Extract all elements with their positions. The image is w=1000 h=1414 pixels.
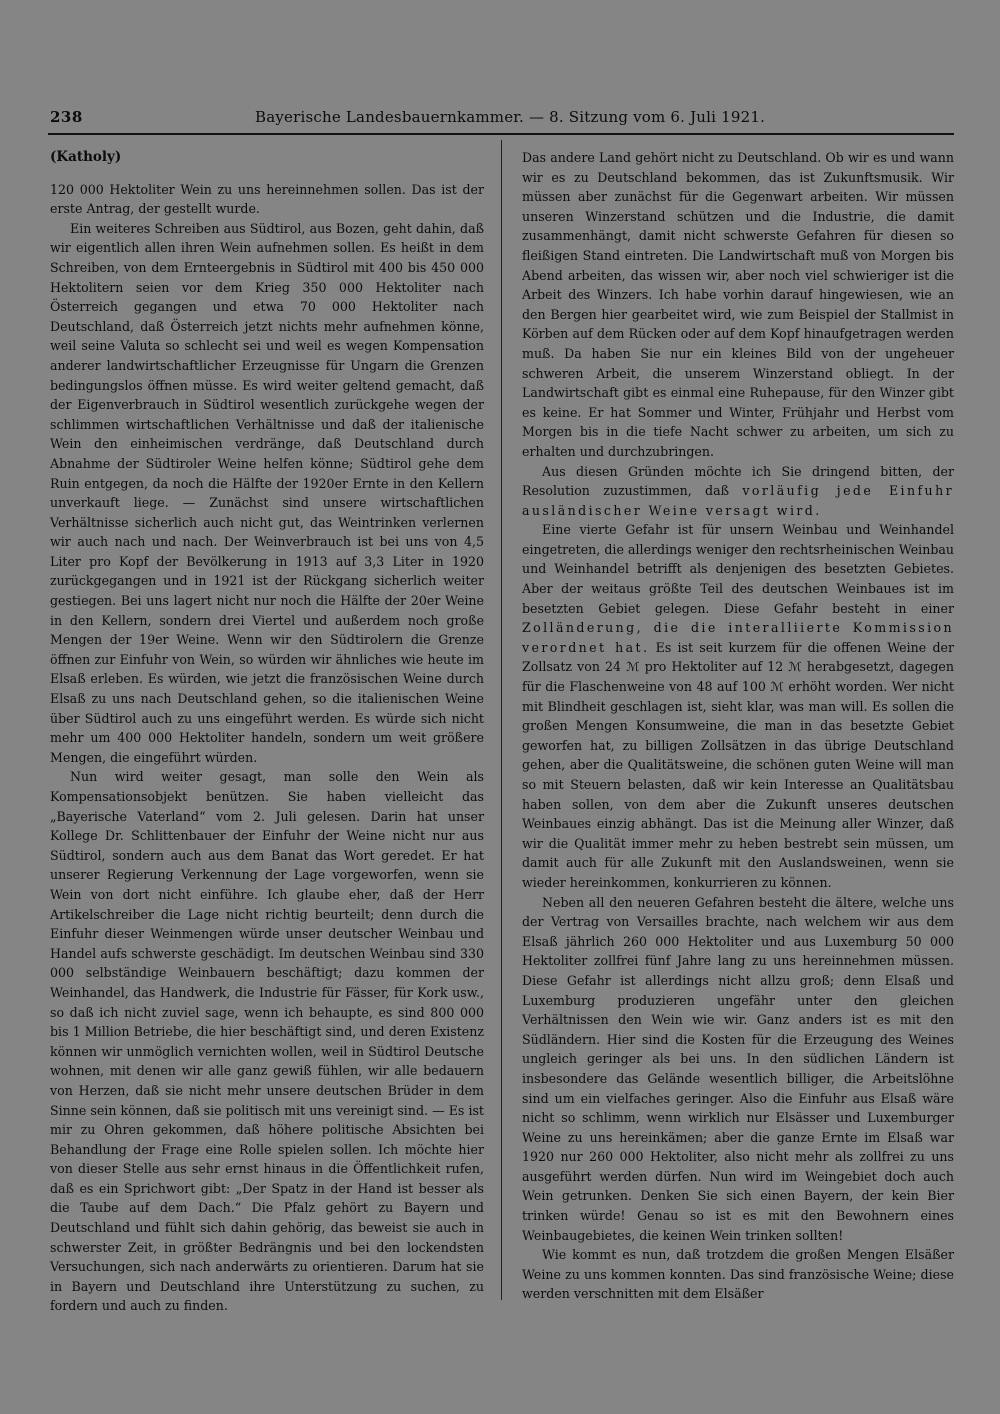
paragraph (522, 462, 954, 521)
paragraph: Wie kommt es nun, daß trotzdem die großen Mengen Elsäßer Weine zu uns kommen konnten. Das sind französische Weine; diese werden verschnitten mit dem Elsäßer (522, 1247, 954, 1302)
paragraph: Nun wird weiter gesagt, man solle den Wein als Kompensationsobjekt benützen. Sie haben vielleicht das „Bayerische Vaterland“ vom 2. Juli gelesen. Darin hat unser Kollege Dr. Schlittenbauer der Einfuhr der Weine nicht nur aus Südtirol, sondern auch aus dem Banat das Wort geredet. Er hat unserer Regierung Verkennung der Lage vorgeworfen, wenn sie Wein von dort nicht einführe. Ich glaube eher, daß der Herr Artikelschreiber die Lage nicht richtig beurteilt; denn durch die Einfuhr dieser Weinmengen würde unser deutscher Weinbau und Handel aufs schwerste geschädigt. Im deutschen Weinbau sind 330 000 selbständige Weinbauern beschäftigt; dazu kommen der Weinhandel, das Handwerk, die Industrie für Fässer, für Kork usw., so daß ich nicht zuviel sage, wenn ich behaupte, es sind 800 000 bis 1 Million Betriebe, die hier beschäftigt sind, und deren Existenz können wir unmöglich vernichten wollen, weil in Südtirol Deutsche wohnen, mit denen wir alle ganz gewiß fühlen, wir alle bedauern von Herzen, daß sie nicht mehr unsere deutschen Brüder in dem Sinne sein können, daß sie politisch mit uns vereinigt sind. — Es ist mir zu Ohren gekommen, daß höhere politische Absichten bei Behandlung der Frage eine Rolle spielen sollen. Ich möchte hier von dieser Stelle aus sehr ernst hinaus in die Öffentlichkeit rufen, daß es ein Sprichwort gibt: „Der Spatz in der Hand ist besser als die Taube auf dem Dach.“ Die Pfalz gehört zu Bayern und Deutschland und fühlt sich dahin gehörig, das beweist sie auch in schwerster Zeit, in größter Bedrängnis und bei den lockendsten Versuchungen, sich nach anderwärts zu orientieren. Darum hat sie in Bayern und Deutschland ihre Unterstützung zu suchen, zu fordern und auch zu finden. (50, 769, 484, 1314)
paragraph (522, 520, 954, 892)
emphasized-text: Zolländerung, die die interalliierte Kommission verordnet hat. (522, 620, 954, 655)
emphasized-text: vorläufig jede Einfuhr ausländischer Weine versagt wird. (522, 483, 954, 518)
paragraph: Ein weiteres Schreiben aus Südtirol, aus Bozen, geht dahin, daß wir eigentlich allen ihren Wein aufnehmen sollen. Es heißt in dem Schreiben, von dem Ernteergebnis in Südtirol mit 400 bis 450 000 Hektolitern seien vor dem Krieg 350 000 Hektoliter nach Österreich gegangen und etwa 70 000 Hektoliter nach Deutschland, daß Österreich jetzt nichts mehr aufnehmen könne, weil seine Valuta so schlecht sei und weil es wegen Kompensation anderer landwirtschaftlicher Erzeugnisse für Ungarn die Grenzen bedingungslos öffnen müsse. Es wird weiter geltend gemacht, daß der Eigenverbrauch in Südtirol wesentlich zurückgehe wegen der schlimmen wirtschaftlichen Verhältnisse und daß der italienische Wein den einheimischen verdränge, daß Deutschland durch Abnahme der Südtiroler Weine helfen könne; Südtirol gehe dem Ruin entgegen, da noch die Hälfte der 1920er Ernte in den Kellern unverkauft liege. — Zunächst sind unsere wirtschaftlichen Verhältnisse sicherlich auch nicht gut, das Weintrinken verlernen wir auch nach und nach. Der Weinverbrauch ist bei uns von 4,5 Liter pro Kopf der Bevölkerung in 1913 auf 3,3 Liter in 1920 zurückgegangen und in 1921 ist der Rückgang sicherlich weiter gestiegen. Bei uns lagert nicht nur noch die Hälfte der 20er Weine in den Kellern, sondern drei Viertel und außerdem noch große Mengen der 19er Weine. Wenn wir den Südtirolern die Grenze öffnen zur Einfuhr von Wein, so würden wir ähnliches wie heute im Elsaß erleben. Es würden, wie jetzt die französischen Weine durch Elsaß zu uns nach Deutschland gehen, so die italienischen Weine über Südtirol auch zu uns eingeführt werden. Es würde sich nicht mehr um 400 000 Hektoliter handeln, sondern um weit größere Mengen, die eingeführt würden. (50, 220, 484, 765)
column-divider (501, 140, 502, 1300)
speaker-name: (Katholy) (50, 149, 122, 165)
paragraph: 120 000 Hektoliter Wein zu uns hereinnehmen sollen. Das ist der erste Antrag, der gestellt wurde. (50, 181, 484, 217)
page-number: 238 (50, 108, 83, 126)
left-column (50, 148, 484, 1316)
running-title: Bayerische Landesbauernkammer. — 8. Sitzung vom 6. Juli 1921. (255, 108, 766, 126)
paragraph-text: Es ist seit kurzem für die offenen Weine der Zollsatz von 24 ℳ pro Hektoliter auf 12 ℳ herabgesetzt, dagegen für die Flaschenweine von 48 auf 100 ℳ erhöht worden. Wer nicht mit Blindheit geschlagen ist, sieht klar, was man will. Es sollen die großen Mengen Konsumweine, die man in das besetzte Gebiet geworfen hat, zu billigen Zollsätzen in das übrige Deutschland gehen, aber die Qualitätsweine, die schönen guten Weine will man so mit Steuern belasten, daß wir kein Interesse an Qualitätsbau haben sollen, von dem aber die Zukunft unseres deutschen Weinbaues einzig abhängt. Das ist die Meinung aller Winzer, daß wir die Qualität immer mehr zu heben bestrebt sein müssen, um damit auch für alle Zukunft mit den Auslandsweinen, wenn sie wieder hereinkommen, konkurrieren zu können. (522, 639, 954, 890)
paragraph-text: Aus diesen Gründen möchte ich Sie dringend bitten, der Resolution zuzustimmen, daß (522, 463, 954, 499)
right-column (522, 148, 954, 1304)
header-rule (48, 133, 954, 135)
paragraph: Das andere Land gehört nicht zu Deutschland. Ob wir es und wann wir es zu Deutschland bekommen, das ist Zukunftsmusik. Wir müssen aber zunächst für die Gegenwart arbeiten. Wir müssen unseren Winzerstand schützen und die Industrie, die damit zusammenhängt, damit nicht schwerste Gefahren für diesen so fleißigen Stand eintreten. Die Landwirtschaft muß von Morgen bis Abend arbeiten, das wissen wir, aber noch viel schwieriger ist die Arbeit des Winzers. Ich habe vorhin darauf hingewiesen, wie an den Bergen hier gearbeitet wird, wie zum Beispiel der Stallmist in Körben auf dem Rücken oder auf dem Kopf hinaufgetragen werden muß. Da haben Sie nur ein kleines Bild von der ungeheuer schweren Arbeit, die unserem Winzerstand obliegt. In der Landwirtschaft gibt es einmal eine Ruhepause, für den Winzer gibt es keine. Er hat Sommer und Winter, Frühjahr und Herbst vom Morgen bis in die tiefe Nacht schwer zu arbeiten, um sich zu erhalten und durchzubringen. (522, 150, 954, 459)
paragraph: Neben all den neueren Gefahren besteht die ältere, welche uns der Vertrag von Versailles brachte, nach welchem wir aus dem Elsaß jährlich 260 000 Hektoliter und aus Luxemburg 50 000 Hektoliter zollfrei fünf Jahre lang zu uns hereinnehmen müssen. Diese Gefahr ist allerdings nicht allzu groß; denn Elsaß und Luxemburg produzieren ungefähr unter den gleichen Verhältnissen den Wein wie wir. Ganz anders ist es mit den Südländern. Hier sind die Kosten für die Erzeugung des Weines ungleich geringer als bei uns. In den südlichen Ländern ist insbesondere das Gelände wesentlich billiger, die Arbeitslöhne sind um ein vielfaches geringer. Also die Einfuhr aus Elsaß wäre nicht so schlimm, wenn wirklich nur Elsässer und Luxemburger Weine zu uns hereinkämen; aber die ganze Ernte im Elsaß war 1920 nur 260 000 Hektoliter, also nicht mehr als zollfrei zu uns ausgeführt werden dürfen. Nun wird im Weingebiet doch auch Wein getrunken. Denken Sie sich einen Bayern, der kein Bier trinken würde! Genau so ist es mit den Bewohnern eines Weinbaugebietes, die keinen Wein trinken sollten! (522, 894, 954, 1243)
paragraph-text: Eine vierte Gefahr ist für unsern Weinbau und Weinhandel eingetreten, die allerdings weniger den rechtsrheinischen Weinbau und Weinhandel betrifft als denjenigen des besetzten Gebietes. Aber der weitaus größte Teil des deutschen Weinbaues ist im besetzten Gebiet gelegen. Diese Gefahr besteht in einer (522, 522, 954, 616)
